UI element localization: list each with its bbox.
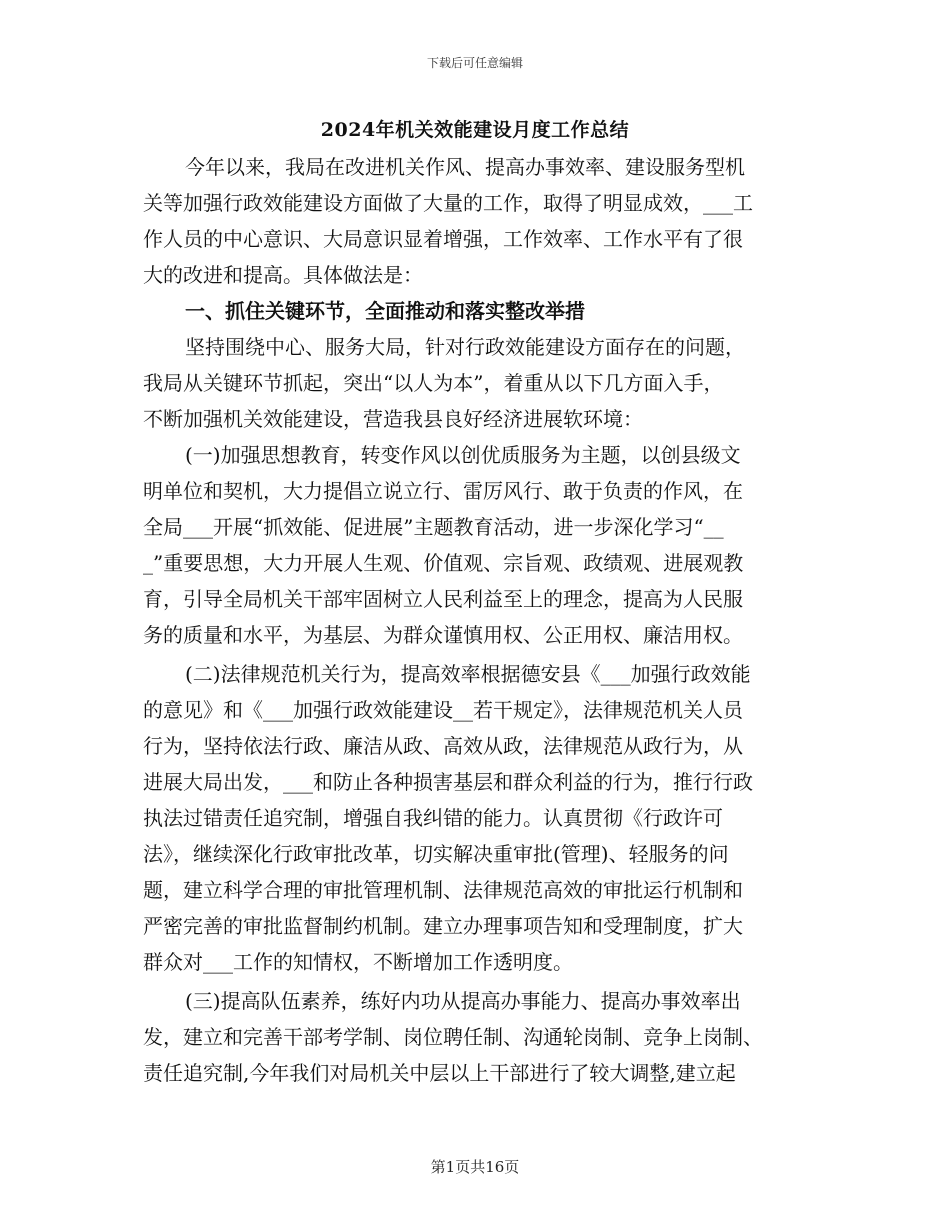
text-line: 育，引导全局机关干部牢固树立人民利益至上的理念，提高为人民服 xyxy=(143,587,743,611)
page-footer: 第1页共16页 xyxy=(430,1158,520,1176)
text-line: 大的改进和提高。具体做法是： xyxy=(143,263,423,287)
document-body xyxy=(143,149,808,1091)
text-line: 发，建立和完善干部考学制、岗位聘任制、沟通轮岗制、竞争上岗制、 xyxy=(143,1025,763,1049)
text-line: 明单位和契机，大力提倡立说立行、雷厉风行、敢于负责的作风，在 xyxy=(143,479,743,503)
text-line: 行为，坚持依法行政、廉洁从政、高效从政，法律规范从政行为，从 xyxy=(143,734,743,758)
text-line: 不断加强机关效能建设，营造我县良好经济进展软环境： xyxy=(143,407,643,431)
text-line: 务的质量和水平，为基层、为群众谨慎用权、公正用权、廉洁用权。 xyxy=(143,623,743,647)
section-heading: 一、抓住关键环节，全面推动和落实整改举措 xyxy=(185,299,585,323)
text-line: 关等加强行政效能建设方面做了大量的工作，取得了明显成效，___工 xyxy=(143,191,753,215)
document-title: 2024年机关效能建设月度工作总结 xyxy=(320,119,630,141)
text-line: 群众对___工作的知情权，不断增加工作透明度。 xyxy=(143,950,573,974)
text-line: 的意见》和《___加强行政效能建设__若干规定》，法律规范机关人员 xyxy=(143,698,743,722)
text-line: 法》，继续深化行政审批改革，切实解决重审批(管理)、轻服务的问 xyxy=(143,842,729,866)
header-note: 下载后可任意编辑 xyxy=(426,56,523,70)
text-line: (二)法律规范机关行为，提高效率根据德安县《___加强行政效能 xyxy=(185,662,751,686)
text-line: 全局___开展“抓效能、促进展”主题教育活动，进一步深化学习“__ xyxy=(143,515,724,539)
text-line: (一)加强思想教育，转变作风以创优质服务为主题，以创县级文 xyxy=(185,443,741,467)
text-line: (三)提高队伍素养，练好内功从提高办事能力、提高办事效率出 xyxy=(185,989,741,1013)
text-line: 坚持围绕中心、服务大局，针对行政效能建设方面存在的问题， xyxy=(185,335,745,359)
text-line: 严密完善的审批监督制约机制。建立办理事项告知和受理制度，扩大 xyxy=(143,914,743,938)
text-line: 今年以来，我局在改进机关作风、提高办事效率、建设服务型机 xyxy=(185,155,745,179)
text-line: 我局从关键环节抓起，突出“以人为本”，着重从以下几方面入手， xyxy=(143,371,724,395)
text-line: 题，建立科学合理的审批管理机制、法律规范高效的审批运行机制和 xyxy=(143,878,743,902)
text-line: 执法过错责任追究制，增强自我纠错的能力。认真贯彻《行政许可 xyxy=(143,806,723,830)
text-line: _”重要思想，大力开展人生观、价值观、宗旨观、政绩观、进展观教 xyxy=(143,551,744,575)
text-line: 作人员的中心意识、大局意识显着增强，工作效率、工作水平有了很 xyxy=(143,227,743,251)
text-line: 责任追究制,今年我们对局机关中层以上干部进行了较大调整,建立起 xyxy=(143,1061,736,1085)
text-line: 进展大局出发，___和防止各种损害基层和群众利益的行为，推行行政 xyxy=(143,770,753,794)
